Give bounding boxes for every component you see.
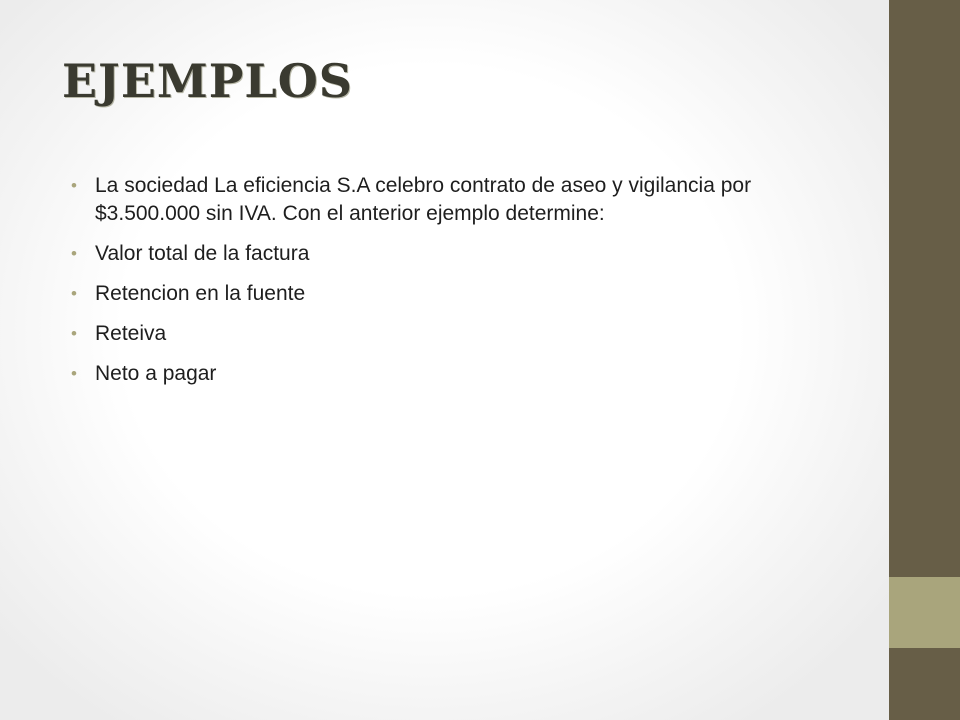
side-accent-block [889,577,960,648]
bullet-list [70,172,810,400]
bullet-text: La sociedad La eficiencia S.A celebro contrato de aseo y vigilancia por $3.500.000 sin IVA. Con el anterior ejemplo determine: [95,174,752,225]
bullet-icon: • [71,176,77,195]
bullet-item-2 [70,240,810,268]
bullet-text: Reteiva [95,322,167,345]
bullet-text: Neto a pagar [95,362,217,385]
bullet-text: Retencion en la fuente [95,282,306,305]
bullet-icon: • [71,244,77,263]
bullet-icon: • [71,364,77,383]
slide-title: EJEMPLOS [62,54,354,108]
bullet-item-5 [70,360,810,388]
bullet-icon: • [71,284,77,303]
bullet-item-3 [70,280,810,308]
bullet-icon: • [71,324,77,343]
bullet-item-4 [70,320,810,348]
bullet-item-1 [70,172,810,228]
bullet-text: Valor total de la factura [95,242,310,265]
